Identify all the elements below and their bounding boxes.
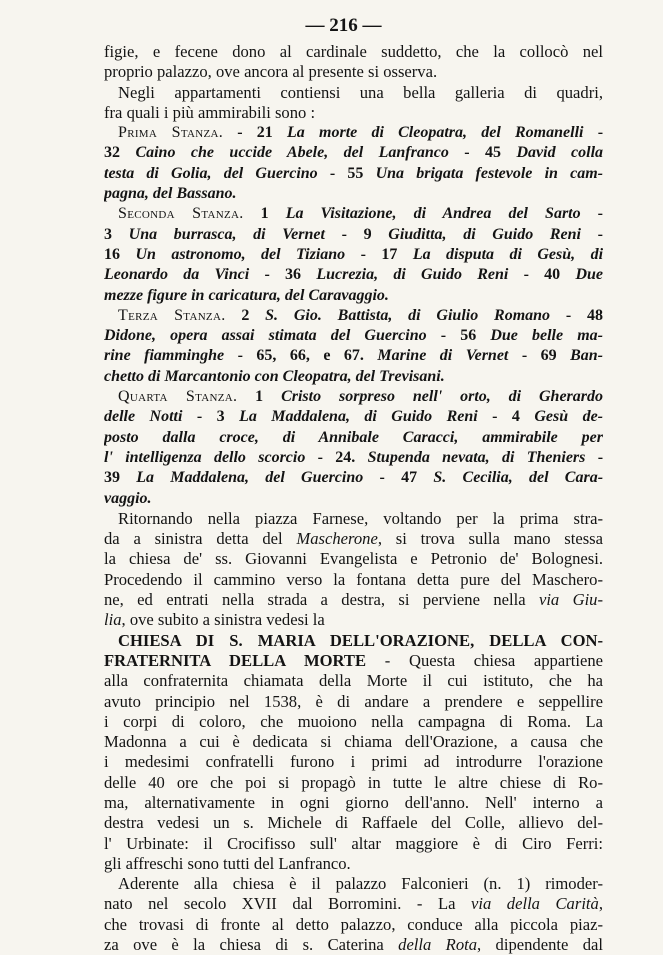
text-segment: - Questa chiesa appartiene [366,650,603,670]
text-line [104,732,603,752]
text-segment: - [581,225,603,243]
text-segment: l' Urbinate: il Crocifisso sull' altar maggiore è di Ciro Ferri: [104,833,603,853]
text-segment: chetto di Marcantonio con Cleopatra, del Trevisani. [104,367,445,385]
text-segment: S. Cecilia, del Cara- [433,469,603,487]
text-segment: Ritornando nella piazza Farnese, voltando per la prima stra- [118,508,603,528]
text-segment: - 48 [550,306,603,324]
text-segment: proprio palazzo, ove ancora al presente si osserva. [104,62,438,82]
text-segment: posto dalla croce, di Annibale Caracci, ammirabile per [104,428,603,446]
text-segment: che trovasi di fronte al detto palazzo, conduce alla piccola piaz- [104,914,603,934]
text-segment: - 21 [223,124,288,142]
text-segment: delle Notti [104,408,183,426]
text-segment: 16 [104,245,136,263]
text-segment: Negli appartamenti contiensi una bella galleria di quadri, [118,82,603,102]
text-segment: Una brigata festevole in cam- [375,164,603,182]
text-segment: pagna, del Bassano. [104,185,237,203]
text-line [104,712,603,732]
text-line [104,265,603,285]
text-segment: destra vedesi un s. Michele di Raffaele del Colle, allievo del- [104,813,603,833]
text-segment: , dipendente dal [477,935,603,955]
text-line [104,854,603,874]
text-segment: Stupenda nevata, di Theniers [367,448,586,466]
text-segment: delle 40 ore che poi si propagò in tutte le altre chiese di Ro- [104,772,603,792]
text-segment: S. Gio. Battista, di Giulio Romano [265,306,551,324]
text-segment: 1 [237,388,282,406]
text-line [104,184,603,204]
text-segment: nato nel secolo XVII dal Borromini. - La [104,894,471,914]
text-segment: David colla [516,144,603,162]
text-segment: - 65, 66, e 67. [224,347,378,365]
text-segment: Procedendo il cammino verso la fontana detta pure del Maschero- [104,569,603,589]
text-line [104,204,603,224]
text-line [104,103,603,123]
text-line [104,549,603,569]
text-segment: i corpi di coloro, che muoiono nella campagna di Roma. La [104,711,603,731]
text-segment: - 69 [508,347,571,365]
text-segment: - 17 [345,245,413,263]
text-segment: Ban- [570,347,603,365]
text-segment: Mascherone [296,529,378,549]
text-line [104,42,603,62]
text-segment: 1 [243,205,286,223]
text-segment: - 55 [317,164,376,182]
text-line [104,752,603,772]
text-segment: figie, e fecene dono al cardinale suddetto, che la collocò nel [104,42,603,61]
text-segment: Gesù de- [534,408,603,426]
text-line [104,834,603,854]
text-segment: l' intelligenza dello scorcio [104,448,306,466]
text-segment: - 9 [324,225,389,243]
text-line [104,143,603,163]
text-line [104,692,603,712]
text-line [104,570,603,590]
text-line [104,428,603,448]
text-line [104,671,603,691]
text-segment: Quarta Stanza. [118,388,238,406]
text-line [104,935,603,955]
text-line [104,123,603,143]
text-segment: Seconda Stanza. [118,205,244,223]
text-line [104,245,603,265]
text-line [104,590,603,610]
text-line [104,387,603,407]
text-line [104,793,603,813]
text-segment: La Visitazione, di Andrea del Sarto [285,205,581,223]
text-segment: via Giu- [538,590,603,610]
text-segment: Giuditta, di Guido Reni [388,225,581,243]
page-number: — 216 — [305,15,382,36]
text-segment: Una burrasca, di Vernet [128,225,325,243]
text-segment: za ove è la chiesa di s. Caterina [104,935,399,955]
text-segment: , ove subito a sinistra vedesi la [121,610,325,630]
text-line [104,407,603,427]
text-segment: La disputa di Gesù, di [412,245,603,263]
text-segment: La Maddalena, di Guido Reni [239,408,478,426]
text-segment: ne, ed entrati nella strada a destra, si perviene nella [104,590,539,610]
text-segment: , [598,894,603,914]
text-segment: Didone, opera assai stimata del Guercino [104,327,427,345]
text-segment: avuto principio nel 1538, è di andare a prendere e seppellire [104,691,603,711]
text-line [104,326,603,346]
text-segment: - 45 [448,144,517,162]
text-segment: Caino che uccide Abele, del Lanfranco [135,144,449,162]
text-segment: , si trova sulla mano stessa [377,529,603,549]
text-segment: 3 [104,225,129,243]
text-segment: Aderente alla chiesa è il palazzo Falconieri (n. 1) rimoder- [118,874,603,894]
text-segment: della Rota [398,935,478,955]
text-segment: testa di Golia, del Guercino [104,164,318,182]
text-segment: La morte di Cleopatra, del Romanelli [287,124,584,142]
text-line [104,164,603,184]
text-line [104,894,603,914]
text-line [104,448,603,468]
text-segment: Prima Stanza. [118,124,224,142]
text-segment: Marine di Vernet [377,347,509,365]
text-segment: gli affreschi sono tutti del Lanfranco. [104,853,351,873]
text-segment: Leonardo da Vinci [104,266,250,284]
text-segment: - 4 [477,408,535,426]
text-segment: da a sinistra detta del [104,529,297,549]
text-segment: - 47 [363,469,434,487]
text-segment: lia [104,610,122,630]
text-line [104,610,603,630]
text-line [104,813,603,833]
text-segment: - [583,124,603,142]
text-line [104,874,603,894]
text-segment: fra quali i più ammirabili sono : [104,102,316,122]
text-line [104,631,603,651]
text-segment: 39 [104,469,137,487]
text-line [104,367,603,387]
text-segment: mezze figure in caricatura, del Caravaggio. [104,286,389,304]
text-body [104,42,603,955]
text-segment: alla confraternita chiamata della Morte il cui istituto, che ha [104,671,603,691]
text-segment: - 3 [182,408,240,426]
text-segment: rine fiamminghe [104,347,225,365]
text-segment: Due [575,266,603,284]
text-segment: Terza Stanza. [118,306,226,324]
text-segment: Due belle ma- [490,327,603,345]
text-line [104,468,603,488]
text-segment: ma, alternativamente in ogni giorno dell'anno. Nell' interno a [104,792,603,812]
text-segment: 2 [225,306,266,324]
text-line [104,915,603,935]
text-line [104,773,603,793]
text-segment: - 56 [426,327,491,345]
text-segment: CHIESA DI S. MARIA DELL'ORAZIONE, DELLA CON- [118,630,603,650]
text-segment: - 36 [249,266,317,284]
text-segment: FRATERNITA DELLA MORTE [104,650,367,670]
text-segment: - [585,448,603,466]
text-line [104,529,603,549]
text-line [104,651,603,671]
text-segment: vaggio. [104,489,152,507]
text-segment: Lucrezia, di Guido Reni [316,266,509,284]
text-line [104,83,603,103]
text-line [104,62,603,82]
text-segment: i medesimi confratelli furono i primi ad introdurre l'orazione [104,752,603,772]
text-segment: Madonna a cui è dedicata si chiama dell'Orazione, a causa che [104,732,603,752]
text-segment: - 40 [508,266,576,284]
text-segment: via della Carità [471,894,599,914]
text-segment: Cristo sorpreso nell' orto, di Gherardo [281,388,603,406]
text-segment: 32 [104,144,136,162]
text-line [104,286,603,306]
text-segment: - 24. [305,448,368,466]
text-segment: la chiesa de' ss. Giovanni Evangelista e Petronio de' Bolognesi. [104,549,603,569]
text-line [104,306,603,326]
text-segment: - [580,205,603,223]
text-segment: La Maddalena, del Guercino [136,469,364,487]
text-line [104,346,603,366]
text-line [104,509,603,529]
text-line [104,489,603,509]
text-line [104,225,603,245]
text-segment: Un astronomo, del Tiziano [135,245,346,263]
